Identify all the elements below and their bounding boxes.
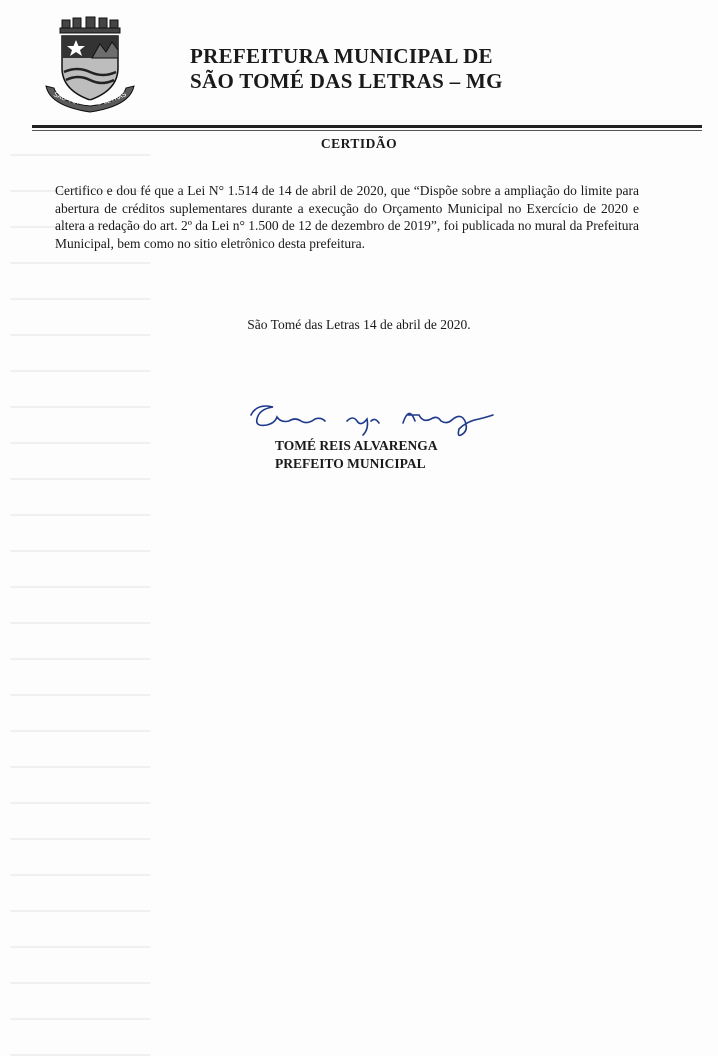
header-divider-thick xyxy=(32,125,702,128)
header-line-2: SÃO TOMÉ DAS LETRAS – MG xyxy=(190,69,503,93)
document-title: CERTIDÃO xyxy=(320,136,398,151)
header-line-1: PREFEITURA MUNICIPAL DE xyxy=(190,44,493,68)
municipality-header xyxy=(190,44,503,94)
crest-ribbon-text: SÃO TOMÉ DAS LETRAS xyxy=(52,90,128,108)
signatory-block xyxy=(275,437,438,473)
coat-of-arms-emblem xyxy=(40,16,140,116)
signatory-role: PREFEITO MUNICIPAL xyxy=(275,456,426,471)
signatory-name: TOMÉ REIS ALVARENGA xyxy=(275,438,438,453)
handwritten-signature xyxy=(243,395,513,443)
page-bleed-through xyxy=(0,120,190,1024)
certificate-body: Certifico e dou fé que a Lei N° 1.514 de 14 de abril de 2020, que “Dispõe sobre a ampliação do limite para abertura de créditos suplementares durante a execução do Orçamento Municipal no Exercício de 2020 e altera a redação do art. 2º da Lei n° 1.500 de 12 de dezembro de 2019”, foi publicada no mural da Prefeitura Municipal, bem como no sitio eletrônico desta prefeitura. xyxy=(55,183,639,251)
place-date-line: São Tomé das Letras 14 de abril de 2020. xyxy=(247,317,471,332)
header-divider-thin xyxy=(32,130,702,131)
